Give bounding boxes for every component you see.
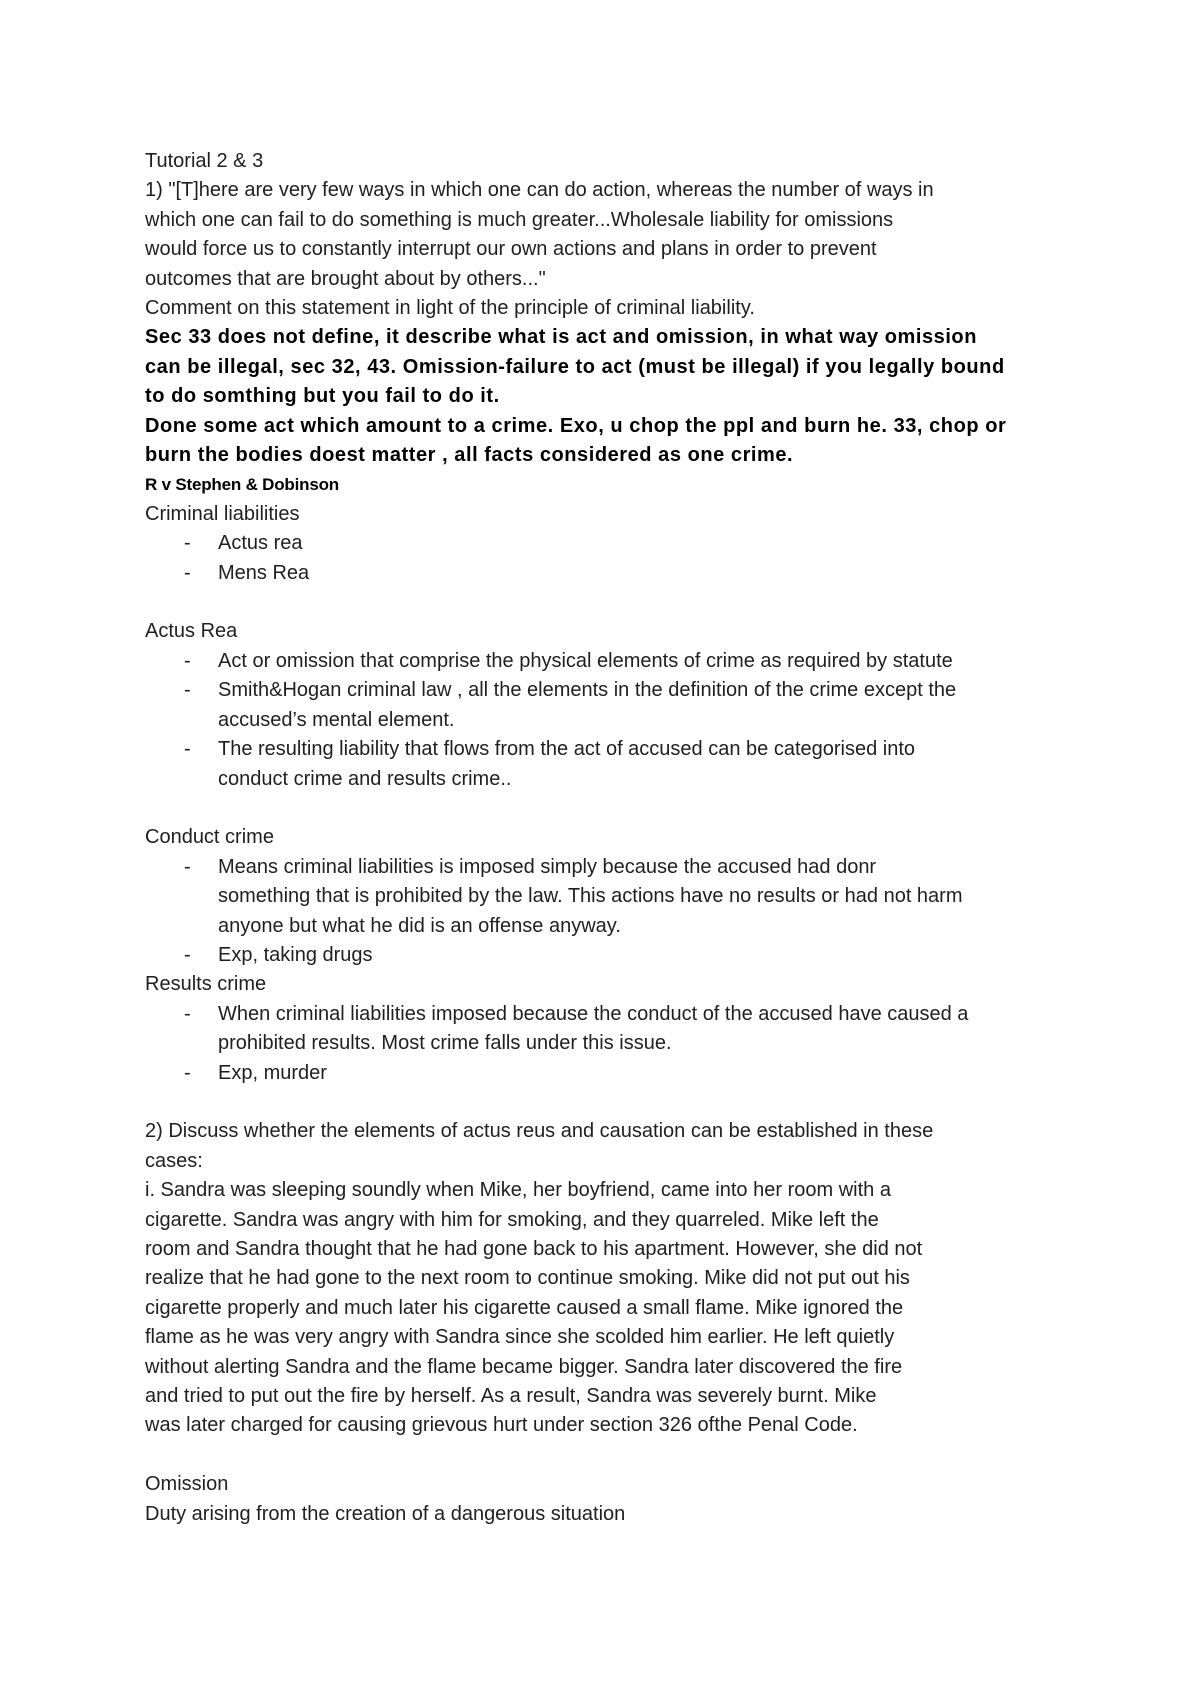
bold-note-line: can be illegal, sec 32, 43. Omission-failure to act (must be illegal) if you legally bound bbox=[145, 355, 1005, 378]
case-reference: R v Stephen & Dobinson bbox=[145, 475, 339, 495]
bold-note-line: Done some act which amount to a crime. Exo, u chop the ppl and burn he. 33, chop or bbox=[145, 414, 1007, 437]
actus-rea-list bbox=[145, 647, 1075, 794]
list-item-text: accused’s mental element. bbox=[218, 708, 455, 731]
dash-bullet: - bbox=[184, 532, 191, 555]
dash-bullet: - bbox=[184, 1002, 191, 1025]
bold-note-line: burn the bodies doest matter , all facts considered as one crime. bbox=[145, 444, 794, 467]
section-heading-omission: Omission bbox=[145, 1473, 229, 1496]
list-item bbox=[145, 735, 1075, 794]
list-item-text: Means criminal liabilities is imposed simply because the accused had donr bbox=[218, 855, 877, 878]
list-item-text: Smith&Hogan criminal law , all the elements in the definition of the crime except the bbox=[218, 679, 957, 702]
list-item bbox=[145, 529, 1075, 558]
list-item bbox=[145, 853, 1075, 941]
document-title: Tutorial 2 & 3 bbox=[145, 150, 264, 172]
list-item-text: When criminal liabilities imposed because the conduct of the accused have caused a bbox=[218, 1002, 969, 1025]
question-2-line: cases: bbox=[145, 1149, 203, 1172]
question-2-line: was later charged for causing grievous hurt under section 326 ofthe Penal Code. bbox=[145, 1414, 858, 1437]
question-2-line: room and Sandra thought that he had gone back to his apartment. However, she did not bbox=[145, 1237, 923, 1260]
list-item bbox=[145, 559, 1075, 588]
question-2-line: and tried to put out the fire by herself. As a result, Sandra was severely burnt. Mike bbox=[145, 1385, 877, 1408]
list-item bbox=[145, 1000, 1075, 1059]
question-1-instruction: Comment on this statement in light of the principle of criminal liability. bbox=[145, 297, 755, 320]
question-2-line: flame as he was very angry with Sandra since she scolded him earlier. He left quietly bbox=[145, 1326, 895, 1349]
dash-bullet: - bbox=[184, 679, 191, 702]
list-item-text: Mens Rea bbox=[218, 561, 310, 584]
results-crime-list bbox=[145, 1000, 1075, 1088]
dash-bullet: - bbox=[184, 738, 191, 761]
dash-bullet: - bbox=[184, 1061, 191, 1084]
blank-line bbox=[145, 588, 1075, 617]
question-1 bbox=[145, 176, 1075, 323]
section-heading-conduct-crime: Conduct crime bbox=[145, 826, 274, 849]
answer-notes-bold bbox=[145, 323, 1075, 470]
section-heading-actus-rea: Actus Rea bbox=[145, 620, 238, 643]
question-2-line: i. Sandra was sleeping soundly when Mike, her boyfriend, came into her room with a bbox=[145, 1179, 891, 1202]
omission-note: Duty arising from the creation of a dangerous situation bbox=[145, 1502, 626, 1525]
list-item bbox=[145, 1059, 1075, 1088]
dash-bullet: - bbox=[184, 649, 191, 672]
question-2-line: without alerting Sandra and the flame became bigger. Sandra later discovered the fire bbox=[145, 1355, 903, 1378]
conduct-crime-list bbox=[145, 853, 1075, 971]
list-item-text: conduct crime and results crime.. bbox=[218, 767, 512, 790]
question-2 bbox=[145, 1117, 1075, 1440]
question-1-line: would force us to constantly interrupt our own actions and plans in order to prevent bbox=[145, 238, 877, 261]
blank-line bbox=[145, 1441, 1075, 1470]
list-item-text: The resulting liability that flows from the act of accused can be categorised into bbox=[218, 738, 916, 761]
dash-bullet: - bbox=[184, 855, 191, 878]
list-item-text: Exp, taking drugs bbox=[218, 943, 373, 966]
list-item-text: Actus rea bbox=[218, 532, 303, 555]
dash-bullet: - bbox=[184, 561, 191, 584]
question-1-line: outcomes that are brought about by others..." bbox=[145, 267, 546, 290]
list-item bbox=[145, 647, 1075, 676]
question-2-line: cigarette properly and much later his cigarette caused a small flame. Mike ignored the bbox=[145, 1296, 904, 1319]
criminal-liabilities-list bbox=[145, 529, 1075, 588]
blank-line bbox=[145, 1088, 1075, 1117]
list-item-text: Exp, murder bbox=[218, 1061, 327, 1084]
list-item-text: anyone but what he did is an offense anyway. bbox=[218, 914, 621, 937]
question-2-line: cigarette. Sandra was angry with him for smoking, and they quarreled. Mike left the bbox=[145, 1208, 879, 1231]
section-heading-results-crime: Results crime bbox=[145, 973, 267, 996]
blank-line bbox=[145, 794, 1075, 823]
question-2-line: realize that he had gone to the next room to continue smoking. Mike did not put out his bbox=[145, 1267, 910, 1290]
list-item-text: something that is prohibited by the law. This actions have no results or had not harm bbox=[218, 885, 963, 908]
question-1-line: which one can fail to do something is much greater...Wholesale liability for omissions bbox=[145, 208, 894, 231]
section-heading-criminal-liabilities: Criminal liabilities bbox=[145, 502, 300, 525]
list-item bbox=[145, 676, 1075, 735]
question-2-line: 2) Discuss whether the elements of actus reus and causation can be established in these bbox=[145, 1120, 934, 1143]
list-item-text: Act or omission that comprise the physical elements of crime as required by statute bbox=[218, 649, 953, 672]
dash-bullet: - bbox=[184, 943, 191, 966]
question-1-line: 1) "[T]here are very few ways in which one can do action, whereas the number of ways in bbox=[145, 179, 934, 202]
list-item bbox=[145, 941, 1075, 970]
document-page bbox=[145, 147, 1075, 1529]
bold-note-line: Sec 33 does not define, it describe what is act and omission, in what way omission bbox=[145, 326, 977, 349]
bold-note-line: to do somthing but you fail to do it. bbox=[145, 385, 500, 408]
list-item-text: prohibited results. Most crime falls under this issue. bbox=[218, 1032, 672, 1055]
